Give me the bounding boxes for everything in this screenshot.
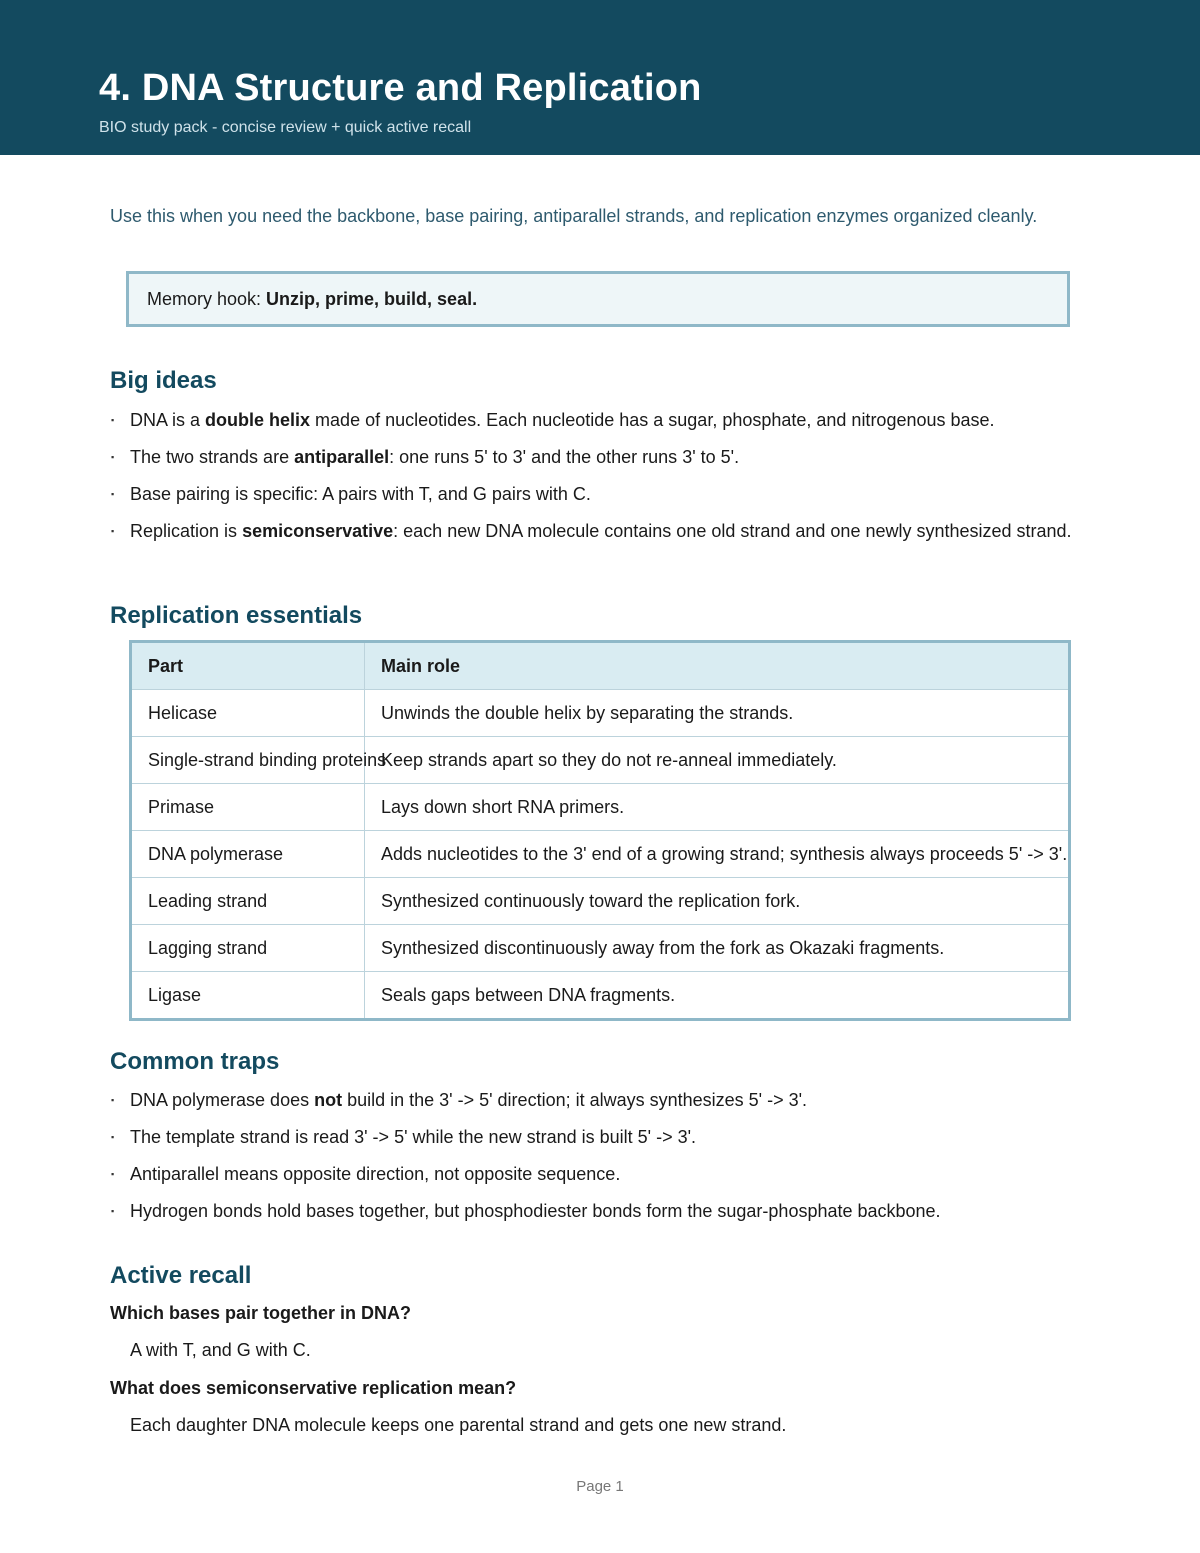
list-item-text: The template strand is read 3' -> 5' while the new strand is built 5' -> 3'. — [130, 1127, 697, 1147]
table-cell-part: Lagging strand — [131, 925, 365, 972]
table-cell-role: Unwinds the double helix by separating the strands. — [365, 690, 1070, 737]
memory-hook-text: Unzip, prime, build, seal. — [266, 289, 478, 309]
list-item — [110, 1161, 1100, 1187]
list-item-text: made of nucleotides. Each nucleotide has a sugar, phosphate, and nitrogenous base. — [310, 410, 995, 430]
common-traps-heading: Common traps — [110, 1048, 280, 1075]
list-item — [110, 1087, 1100, 1113]
list-item — [110, 407, 1100, 433]
page-subtitle: BIO study pack - concise review + quick active recall — [99, 119, 472, 136]
table-cell-role: Lays down short RNA primers. — [365, 784, 1070, 831]
common-traps-list — [110, 1087, 1100, 1235]
big-ideas-list — [110, 407, 1100, 555]
page-number: Page 1 — [576, 1478, 624, 1495]
table-row — [131, 972, 1070, 1020]
recall-question: What does semiconservative replication mean? — [110, 1378, 517, 1398]
list-item-bold: not — [314, 1090, 343, 1110]
list-item — [110, 1198, 1100, 1224]
table-cell-role: Synthesized continuously toward the replication fork. — [365, 878, 1070, 925]
page-title: 4. DNA Structure and Replication — [99, 67, 702, 109]
column-header-part: Part — [131, 642, 365, 690]
active-recall-heading: Active recall — [110, 1262, 252, 1289]
list-item-text: : one runs 5' to 3' and the other runs 3' to 5'. — [389, 447, 740, 467]
table-cell-part: Single-strand binding proteins — [131, 737, 365, 784]
list-item-text: Antiparallel means opposite direction, not opposite sequence. — [130, 1164, 621, 1184]
recall-answer: Each daughter DNA molecule keeps one parental strand and gets one new strand. — [130, 1415, 787, 1435]
list-item-bold: double helix — [205, 410, 311, 430]
list-item-text: The two strands are — [130, 447, 295, 467]
memory-hook-box — [126, 271, 1070, 327]
table-cell-role: Synthesized discontinuously away from the fork as Okazaki fragments. — [365, 925, 1070, 972]
recall-question: Which bases pair together in DNA? — [110, 1303, 412, 1323]
list-item-text: DNA is a — [130, 410, 206, 430]
table-row — [131, 878, 1070, 925]
list-item — [110, 1124, 1100, 1150]
recall-answer: A with T, and G with C. — [130, 1340, 311, 1360]
table-cell-role: Keep strands apart so they do not re-anneal immediately. — [365, 737, 1070, 784]
column-header-role: Main role — [365, 642, 1070, 690]
big-ideas-heading: Big ideas — [110, 367, 217, 394]
table-row — [131, 737, 1070, 784]
memory-hook-label: Memory hook: — [147, 289, 267, 309]
list-item-text: : each new DNA molecule contains one old strand and one newly synthesized strand. — [393, 521, 1072, 541]
table-row — [131, 784, 1070, 831]
list-item-text: Replication is — [130, 521, 243, 541]
list-item-text: build in the 3' -> 5' direction; it always synthesizes 5' -> 3'. — [342, 1090, 808, 1110]
list-item — [110, 444, 1100, 470]
table-cell-part: Leading strand — [131, 878, 365, 925]
table-row — [131, 925, 1070, 972]
table-cell-part: DNA polymerase — [131, 831, 365, 878]
intro-text: Use this when you need the backbone, base pairing, antiparallel strands, and replication enzymes organized cleanly. — [110, 206, 1038, 226]
table-cell-role: Seals gaps between DNA fragments. — [381, 984, 676, 1005]
list-item — [110, 481, 1100, 507]
replication-heading: Replication essentials — [110, 602, 363, 629]
table-cell-part: Ligase — [131, 972, 365, 1020]
list-item-bold: semiconservative — [242, 521, 394, 541]
table-cell-part: Helicase — [131, 690, 365, 737]
list-item-text: DNA polymerase does — [130, 1090, 315, 1110]
table-header-row — [131, 642, 1070, 690]
replication-table — [129, 640, 1071, 1021]
header-banner — [0, 0, 1200, 155]
table-cell-part: Primase — [131, 784, 365, 831]
list-item-bold: antiparallel — [294, 447, 390, 467]
table-row — [131, 690, 1070, 737]
table-cell-role: Adds nucleotides to the 3' end of a growing strand; synthesis always proceeds 5' -> 3'. — [365, 831, 1070, 878]
table-row — [131, 831, 1070, 878]
list-item-text: Base pairing is specific: A pairs with T, and G pairs with C. — [130, 484, 591, 504]
list-item-text: Hydrogen bonds hold bases together, but phosphodiester bonds form the sugar-phosphate backbone. — [130, 1201, 941, 1221]
list-item — [110, 518, 1100, 544]
